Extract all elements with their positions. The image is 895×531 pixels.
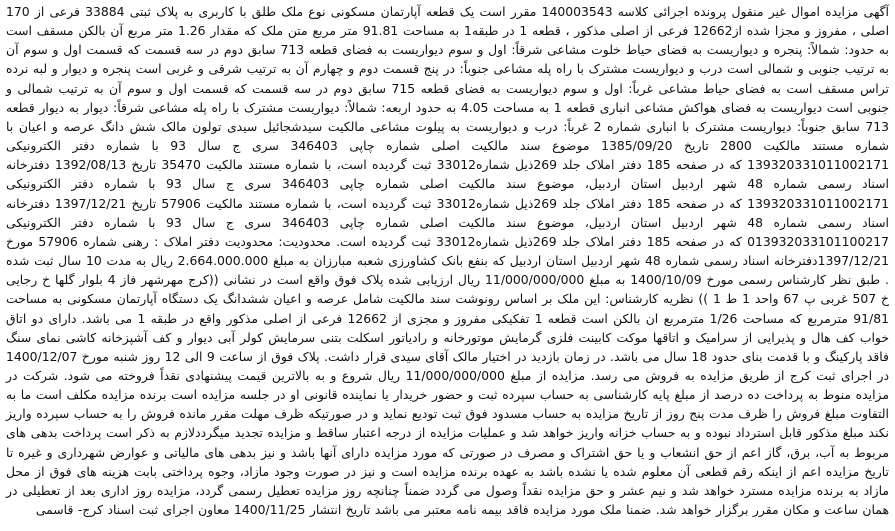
notice-body-text: آگهی مزایده اموال غیر منقول پرونده اجرائی کلاسه 140003543 مقرر است یک قطعه آپارتمان مسکونی نوع ملک طلق با کاربری به پلاک ثبتی 33884 فرعی از 170 اصلی ، مفروز و مجزا شده از12662 فرعی از اصلی مذکور ، قطعه 1 در طبقه1 به مساحت 91.81 متر مربع متن ملک که مقدار 1.26 متر مربع آن بالکن مسقف است به حدود: شمالاً: پنجره و دیواریست به فضای حیاط خلوت مشاعی شرقاً: اول و سوم دیواریست به فضای قطعه 713 سابق دوم در سه قسمت که قسمت اول و سوم آن به ترتیب جنوبی و شمالی است درب و دیواریست مشترک با راه پله مشاعی جنوباً: در پنج قسمت دوم و چهارم آن به ترتیب شرقی و غربی است پنجره و دیوار و لبه نرده تراس مسقف است به فضای حیاط مشاعی غرباً: اول و سوم دیواریست به فضای قطعه 715 سابق دوم در سه قسمت که قسمت اول و سوم آن به ترتیب شمالی و جنوبی است دیواریست به فضای هواکش مشاعی انباری قطعه 1 به مساحت 4.05 به حدود اربعه: شمالاً: دیواریست مشترک با راه پله مشاعی شرقاً: دیوار به دیوار قطعه 713 سابق جنوباً: دیواریست مشترک با انباری شماره 2 غرباً: درب و دیواریست به پیلوت مشاعی مالکیت سیدشجائیل سیدی تولون مالک شش دانگ عرصه و اعیان با شماره مستند مالکیت 2800 تاریخ 1385/09/20 موضوع سند مالکیت اصلی شماره چاپی 346403 سری ج سال 93 با شماره دفتر الکترونیکی 139320331011002171 که در صفحه 185 دفتر املاک جلد 269ذیل شماره33012 ثبت گردیده است، با شماره مستند مالکیت 35470 تاریخ 1392/08/13 دفترخانه اسناد رسمی شماره 48 شهر اردبیل استان اردبیل، موضوع سند مالکیت اصلی شماره چاپی 346403 سری ج سال 93 با شماره دفتر الکترونیکی 139320331011002171 که در صفحه 185 دفتر املاک جلد 269ذیل شماره33012 ثبت گردیده است، با شماره مستند مالکیت 57906 تاریخ 1397/12/21 دفترخانه اسناد رسمی شماره 48 شهر اردبیل استان اردبیل، موضوع سند مالکیت اصلی شماره چاپی 346403 سری ج سال 93 با شماره دفتر الکترونیکی 013932033101100217 که در صفحه 185 دفتر املاک جلد 269ذیل شماره33012 ثبت گردیده است. محدودیت: محدودیت دفتر املاک : رهنی شماره 57906 مورخ 1397/12/21دفترخانه اسناد رسمی شماره 48 شهر اردبیل استان اردبیل که بنفع بانک کشاورزی شعبه مبارزان به مبلغ 2.664.000.000 ریال به مدت 10 سال ثبت شده . طبق نظر کارشناس رسمی مورخ 1400/10/09 به مبلغ 11/000/000/000 ریال ارزیابی شده پلاک فوق واقع است در نشانی ((کرج مهرشهر فاز 4 بلوار گلها خ رجایی خ 507 غربی پ 67 واحد 1 ط 1 )) نظریه کارشناس: این ملک بر اساس رونوشت سند مالکیت شامل عرصه و اعیان ششدانگ یک دستگاه آپارتمان مسکونی به مساحت 91/81 مترمربع که مساحت 1/26 مترمربع ان بالکن است قطعه 1 تفکیکی مفروز و مجزی از 12662 فرعی از اصلی مذکور واقع در طبقه 1 می باشد. دارای دو اتاق خواب کف هال و پذیرایی از سرامیک و اتاقها موکت کابینت فلزی گرمایش موتورخانه و رادیاتور اسکلت بتنی سرمایش کولر آبی دیوار و کف آشپزخانه کاشی نمای سنگ فاقد پارکینگ و با قدمت بنای حدود 18 سال می باشد. در زمان بازدید در اختیار مالک آقای سیدی قرار داشت. پلاک فوق از ساعت 9 الی 12 روز شنبه مورخ 1400/12/07 در اجرای ثبت کرج از طریق مزایده به فروش می رسد. مزایده از مبلغ 11/000/000/000 ریال شروع و به بالاترین قیمت پیشنهادی نقداً فروخته می شود. شرکت در مزایده منوط به پرداخت ده درصد از مبلغ پایه کارشناسی به حساب سپرده ثبت و حضور خریدار یا نماینده قانونی او در جلسه مزایده است برنده مزایده مکلف است ما به التفاوت مبلغ فروش را ظرف مدت پنج روز از تاریخ مزایده به حساب مسدود فوق ثبت تودیع نماید و در صورتیکه ظرف مهلت مقرر مانده فروش را به حساب سپرده واریز نکند مبلغ مذکور قابل استرداد نبوده و به حساب خزانه واریز خواهد شد و عملیات مزایده از درجه اعتبار ساقط و مزایده تجدید میگرددلازم به ذکر است پرداخت بدهی های مربوط به آب، برق، گاز اعم از حق انشعاب و یا حق اشتراک و مصرف در صورتی که مورد مزایده دارای آنها باشد و نیز بدهی های مالیاتی و عوارض شهرداری و غیره تا تاریخ مزایده اعم از اینکه رقم قطعی آن معلوم شده یا نشده باشد به عهده برنده مزایده است و نیز در صورت وجود مازاد، وجوه پرداختی بابت هزینه های فوق از محل مازاد به برنده مزایده مسترد خواهد شد و نیم عشر و حق مزایده نقداً وصول می گردد ضمناً چنانچه روز مزایده تعطیل رسمی گردد، مزایده روز اداری بعد از تعطیلی در همان ساعت و مکان مقرر برگزار خواهد شد. ضمنا ملک مورد مزایده فاقد بیمه نامه معتبر می باشد تاریخ انتشار 1400/11/25 معاون اجرای ثبت اسناد کرج- قاسمی xyxy=(6,4,890,518)
